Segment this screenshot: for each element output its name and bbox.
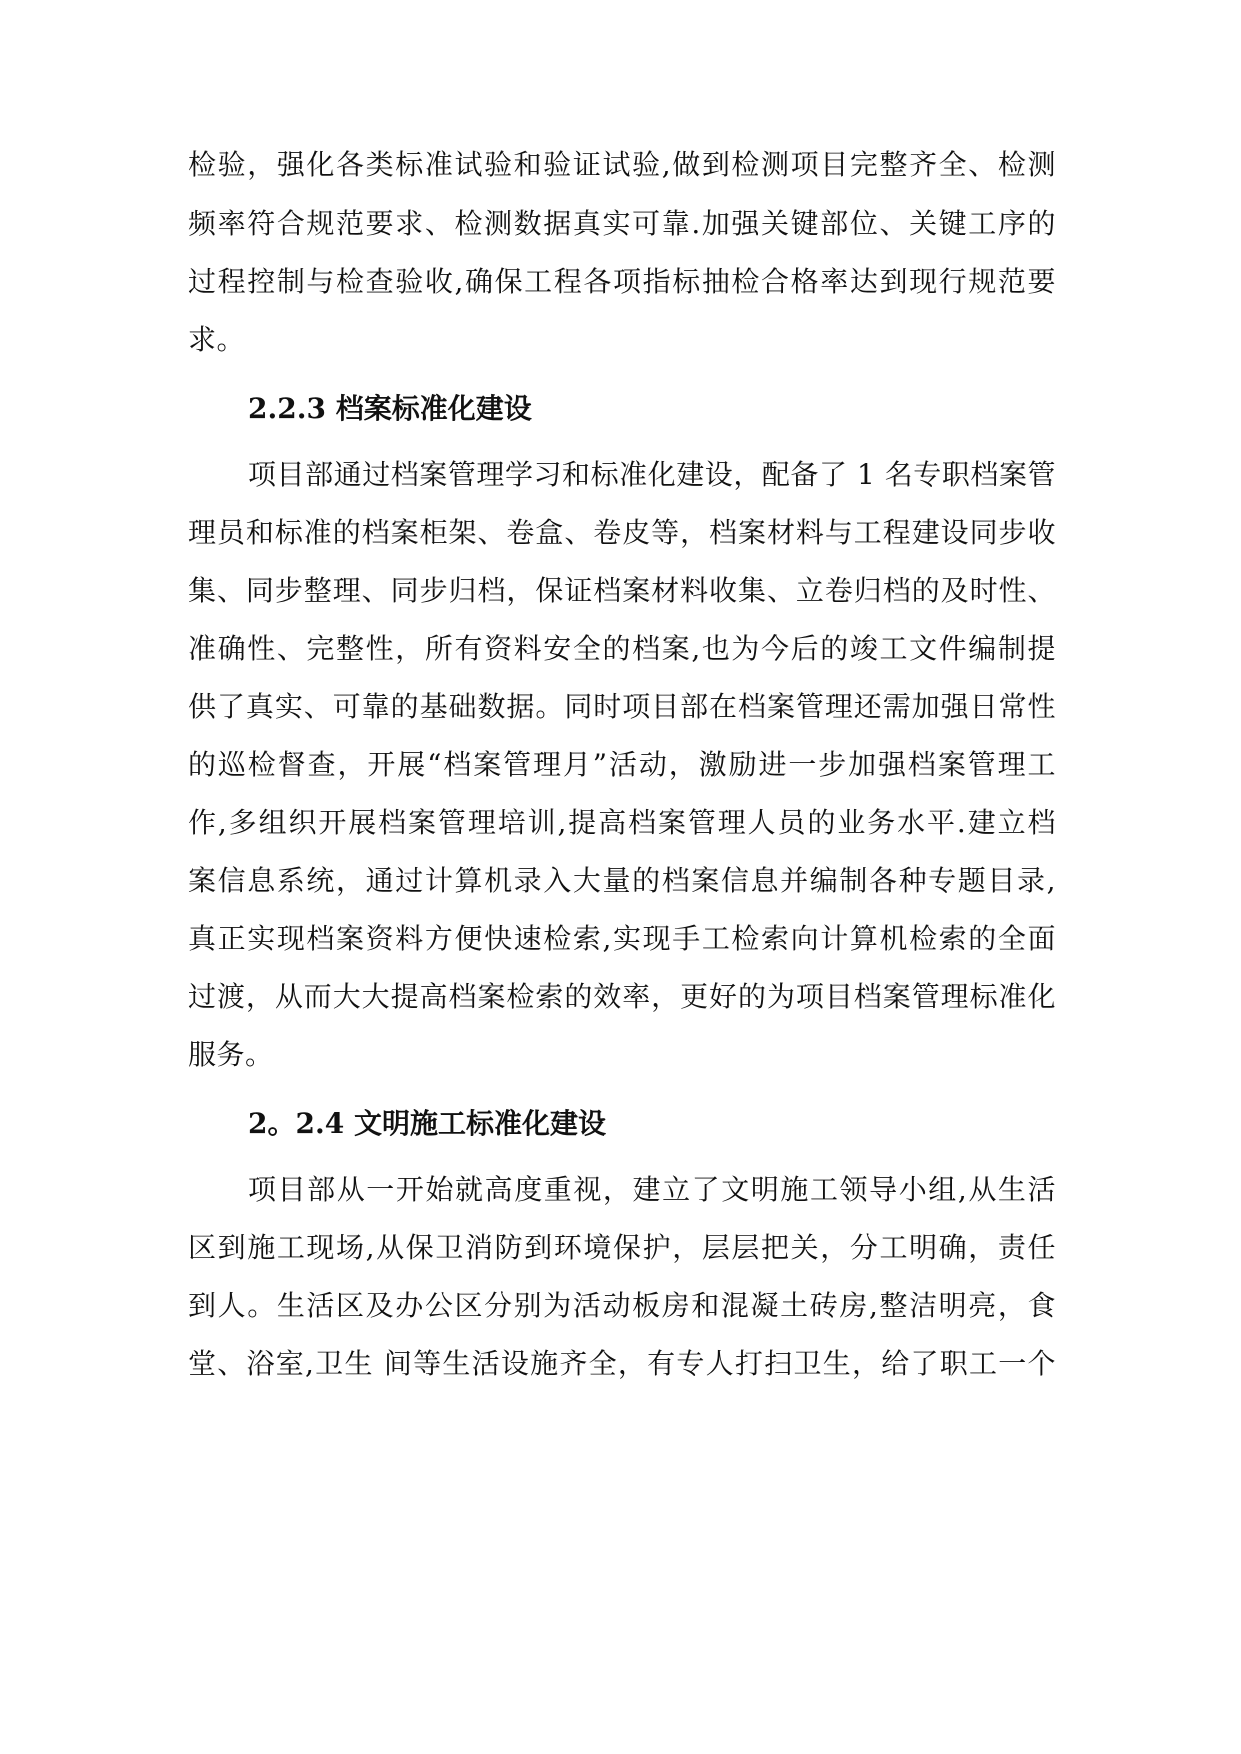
paragraph-line: 求。 — [188, 323, 246, 356]
paragraph-line: 过程控制与检查验收,确保工程各项指标抽检合格率达到现行规范要 — [188, 265, 1056, 298]
paragraph-line: 服务。 — [188, 1038, 274, 1071]
paragraph-line: 频率符合规范要求、检测数据真实可靠.加强关键部位、关键工序的 — [188, 207, 1056, 240]
paragraph-line: 作,多组织开展档案管理培训,提高档案管理人员的业务水平.建立档 — [188, 806, 1056, 839]
paragraph-line: 过渡，从而大大提高档案检索的效率，更好的为项目档案管理标准化 — [188, 980, 1056, 1013]
paragraph-line: 项目部从一开始就高度重视，建立了文明施工领导小组,从生活 — [248, 1173, 1056, 1206]
paragraph-line: 区到施工现场,从保卫消防到环境保护，层层把关，分工明确，责任 — [188, 1231, 1056, 1264]
paragraph-line: 检验，强化各类标准试验和验证试验,做到检测项目完整齐全、检测 — [188, 148, 1056, 181]
paragraph-line: 的巡检督查，开展“档案管理月”活动，激励进一步加强档案管理工 — [188, 748, 1056, 781]
paragraph-line: 供了真实、可靠的基础数据。同时项目部在档案管理还需加强日常性 — [188, 690, 1056, 723]
paragraph-line: 案信息系统，通过计算机录入大量的档案信息并编制各种专题目录, — [188, 864, 1056, 897]
paragraph-line: 理员和标准的档案柜架、卷盒、卷皮等，档案材料与工程建设同步收 — [188, 516, 1056, 549]
paragraph-line: 堂、浴室,卫生 间等生活设施齐全，有专人打扫卫生，给了职工一个 — [188, 1347, 1056, 1380]
paragraph-line: 到人。生活区及办公区分别为活动板房和混凝土砖房,整洁明亮，食 — [188, 1289, 1056, 1322]
paragraph-line: 集、同步整理、同步归档，保证档案材料收集、立卷归档的及时性、 — [188, 574, 1056, 607]
section-heading: 2。2.4 文明施工标准化建设 — [248, 1107, 606, 1140]
paragraph-line: 真正实现档案资料方便快速检索,实现手工检索向计算机检索的全面 — [188, 922, 1056, 955]
paragraph-line: 准确性、完整性，所有资料安全的档案,也为今后的竣工文件编制提 — [188, 632, 1056, 665]
section-heading: 2.2.3 档案标准化建设 — [248, 392, 532, 425]
paragraph-line: 项目部通过档案管理学习和标准化建设，配备了 1 名专职档案管 — [248, 458, 1056, 491]
